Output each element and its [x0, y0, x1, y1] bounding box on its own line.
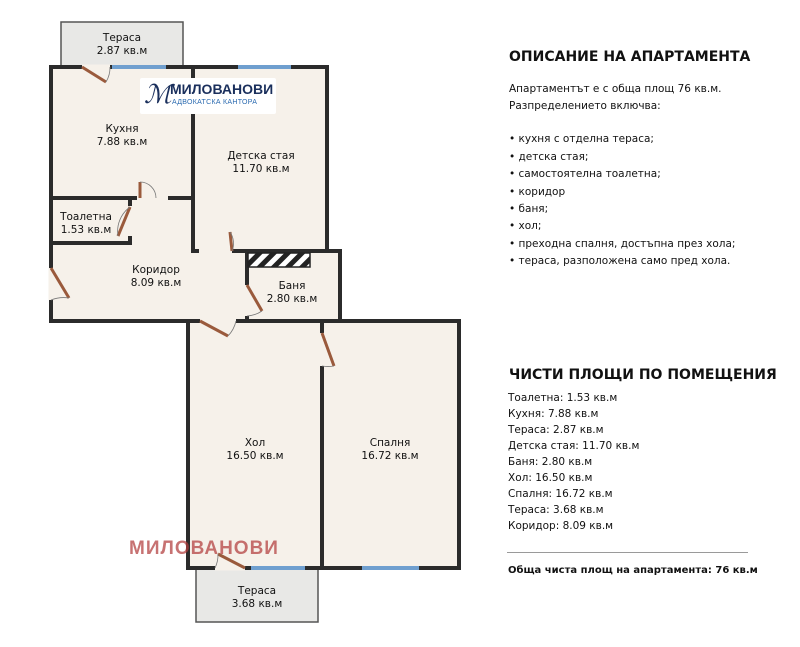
areas-title: ЧИСТИ ПЛОЩИ ПО ПОМЕЩЕНИЯ	[509, 367, 777, 383]
total-area: Обща чиста площ на апартамента: 76 кв.м	[508, 565, 758, 576]
description-item: • детска стая;	[509, 151, 589, 163]
room-toilet	[59, 211, 112, 236]
description-intro: Апартаментът е с обща площ 76 кв.м.	[509, 83, 722, 95]
room-name: Детска стая	[227, 150, 295, 162]
room-area: 11.70 кв.м	[232, 163, 290, 175]
divider	[507, 552, 748, 553]
room-area: 8.09 кв.м	[130, 277, 182, 289]
area-item: Тераса: 2.87 кв.м	[508, 424, 604, 436]
description-item: • баня;	[509, 203, 549, 215]
room-area: 3.68 кв.м	[231, 598, 283, 610]
ventilation-shaft	[248, 253, 310, 267]
description-item: • самостоятелна тоалетна;	[509, 168, 661, 180]
logo-monogram-icon: ℳ	[144, 80, 172, 110]
area-item: Хол: 16.50 кв.м	[508, 472, 593, 484]
area-item: Тоалетна: 1.53 кв.м	[508, 392, 618, 404]
room-corridor	[131, 264, 182, 289]
room-bedroom	[361, 437, 418, 462]
area-item: Спалня: 16.72 кв.м	[508, 488, 613, 500]
area-item: Тераса: 3.68 кв.м	[508, 504, 604, 516]
room-name: Тоалетна	[60, 211, 112, 223]
room-area: 2.87 кв.м	[96, 45, 148, 57]
area-item: Коридор: 8.09 кв.м	[508, 520, 614, 532]
area-item: Баня: 2.80 кв.м	[508, 456, 593, 468]
room-name: Баня	[278, 280, 306, 292]
logo	[140, 78, 276, 114]
room-name: Спалня	[369, 437, 411, 449]
room-name: Кухня	[105, 123, 139, 135]
room-kids-room	[227, 150, 294, 175]
logo-tagline: АДВОКАТСКА КАНТОРА	[172, 99, 258, 106]
room-name: Коридор	[132, 264, 180, 276]
room-terrace-bottom	[232, 585, 283, 610]
room-area: 2.80 кв.м	[266, 293, 318, 305]
description-title: ОПИСАНИЕ НА АПАРТАМЕНТА	[509, 49, 751, 65]
description-item: • преходна спалня, достъпна през хола;	[509, 238, 736, 250]
description-item: • хол;	[509, 220, 542, 232]
room-name: Тераса	[102, 32, 142, 44]
room-name: Тераса	[237, 585, 277, 597]
room-terrace-top	[97, 32, 148, 57]
description-item: • кухня с отделна тераса;	[509, 133, 654, 145]
watermark: МИЛОВАНОВИ	[129, 538, 279, 559]
description-item: • коридор	[509, 186, 566, 198]
room-name: Хол	[244, 437, 266, 449]
description-distribution-label: Разпределението включва:	[509, 100, 661, 112]
room-area: 16.72 кв.м	[361, 450, 419, 462]
room-area: 7.88 кв.м	[96, 136, 148, 148]
description-item: • тераса, разположена само пред хола.	[509, 255, 731, 267]
logo-name: МИЛОВАНОВИ	[170, 81, 274, 97]
area-item: Кухня: 7.88 кв.м	[508, 408, 599, 420]
area-item: Детска стая: 11.70 кв.м	[508, 440, 640, 452]
room-area: 1.53 кв.м	[60, 224, 112, 236]
room-area: 16.50 кв.м	[226, 450, 284, 462]
